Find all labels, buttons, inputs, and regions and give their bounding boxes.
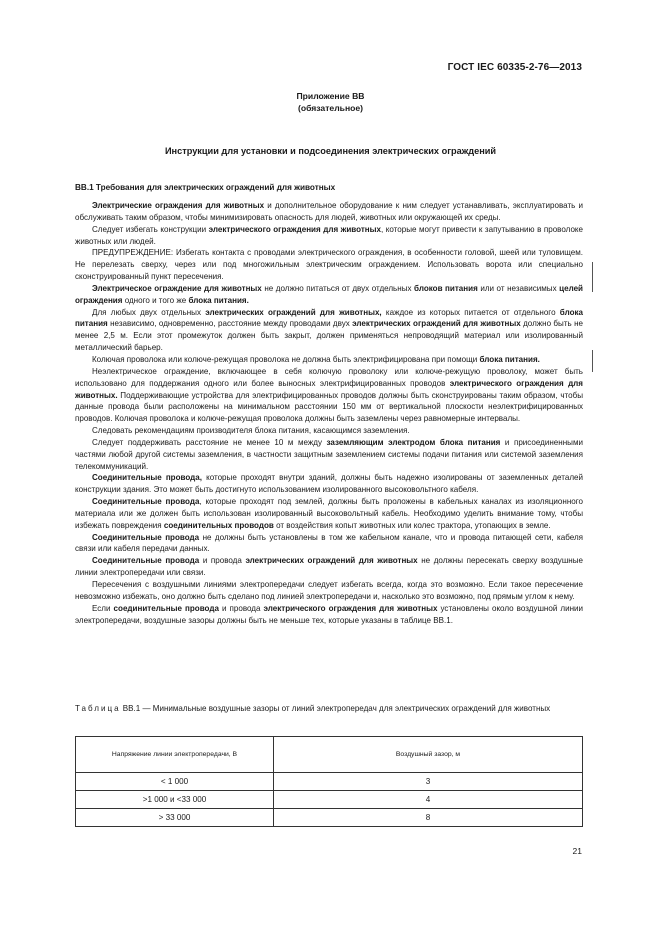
body-text [75,200,583,626]
main-title: Инструкции для установки и подсоединения электрических ограждений [164,146,497,156]
text-run: установлены около воздушной линии электропередачи, воздушные зазоры должны быть не меньше тех, которые указаны в таблице ВВ.1. [75,603,583,625]
paragraph [75,555,583,579]
text-run: Поддерживающие устройства для электрифицированных проводов должны быть сконструированы таким образом, чтобы данные провода были расположены на минимальном расстоянии 150 мм от вертикальной плоскости неэлектрифицированных проводов. Колючая проволока и колюче-режущая проволока должны быть заземлены через равномерные интервалы. [75,390,583,424]
appendix-heading [0,90,661,114]
text-run: и провода [199,556,246,566]
text-run: и присоединенными частями любой другой системы заземления, в частности защитным заземлением системы подачи питания или системой заземления телекоммуникаций. [75,437,583,471]
defined-term: соединительных проводов [163,520,274,530]
paragraph [75,247,583,283]
text-run: , которые могут привести к запутыванию в проволоке животных или людей. [75,224,584,246]
table-caption [75,703,583,715]
text-run: Следует поддерживать расстояние не менее 10 м между [92,437,327,447]
document-code: ГОСТ IEC 60335-2-76—2013 [447,62,582,73]
defined-term: Электрические ограждения для животных [92,201,265,210]
text-run: не должны пересекать сверху воздушные линии электропередачи или связи. [75,556,583,578]
paragraph [75,283,583,307]
page-number: 21 [572,846,582,856]
table-cell: 4 [274,791,583,809]
defined-term: Соединительные провода [92,556,200,566]
text-run: Следовать рекомендациям производителя блока питания, касающимся заземления. [92,426,410,436]
text-run: одного и того же [122,295,189,305]
paragraph [75,496,583,532]
defined-term: блоков питания [414,283,478,293]
text-run: и провода [218,603,264,613]
table-row [76,773,583,791]
defined-term: электрических ограждений для животных [352,319,521,329]
text-run: Колючая проволока или колюче-режущая проволока не должна быть электрифицирована при помощи [92,354,480,364]
defined-term: блока питания. [479,354,540,364]
table-cell: >1 000 и <33 000 [76,791,274,809]
defined-term: электрических ограждений для животных, [205,307,382,317]
defined-term: целей ограждения [75,283,584,305]
appendix-title: Приложение ВВ [296,91,365,101]
text-run: не должно питаться от двух отдельных [261,283,415,293]
paragraph [75,532,583,556]
text-run: должно быть не менее 2,5 м. Если этот промежуток должен быть закрыт, должен применяться непроводящий материал или изолированный металлический барьер. [75,319,583,353]
table-row [76,791,583,809]
text-run: Для любых двух отдельных [92,307,206,317]
paragraph [75,437,583,473]
table-caption-text: ВВ.1 — Минимальные воздушные зазоры от линий электропередач для электрических ограждений для животных [120,704,551,713]
paragraph [75,307,583,354]
text-run: и дополнительное оборудование к ним следует устанавливать, эксплуатировать и обслуживать таким образом, чтобы минимизировать опасность для людей, животных или окружающей их среды. [75,201,583,222]
table-cell: > 33 000 [76,809,274,827]
text-run: Неэлектрическое ограждение, включающее в себя колючую проволоку или колюче-режущую проволоку, может быть использовано для поддержания одного или более выносных электрифицированных проводов [75,366,583,388]
table-header-row [76,737,583,773]
table-header-cell: Воздушный зазор, м [274,737,583,773]
clearance-table [75,736,583,827]
paragraph [75,224,583,248]
defined-term: соединительные провода [113,603,219,613]
text-run: Пересечения с воздушными линиями электропередачи следует избегать всегда, когда это возможно. Если такое пересечение невозможно избежать, оно должно быть сделано под линией электропередачи и, насколько это возможно, под прямым углом к нему. [75,580,583,601]
table-caption-label: Таблица [75,704,121,713]
paragraph [75,579,583,603]
section-title: ВВ.1 Требования для электрических ограждений для животных [75,183,336,192]
table-header-cell: Напряжение линии электропередачи, В [76,737,274,773]
defined-term: электрических ограждений для животных [245,556,418,566]
paragraph [75,200,583,224]
table-cell: < 1 000 [76,773,274,791]
paragraph [75,366,583,425]
defined-term: Соединительные провода, [92,473,202,483]
text-run: каждое из которых питается от отдельного [381,307,560,317]
text-run: , которые проходят под землей, должны быть проложены в кабельных каналах из изоляционного материала или же должен быть использован изолированный высоковольтный кабель. Необходимо уделить внимание тому, чтобы избежать повреждения [75,497,583,530]
table-cell: 3 [274,773,583,791]
table-cell: 8 [274,809,583,827]
text-run: независимо, одновременно, расстояние между проводами двух [107,319,353,329]
appendix-status: (обязательное) [297,103,364,113]
table-row [76,809,583,827]
paragraph [75,472,583,496]
text-run: которые проходят внутри зданий, должны быть надежно изолированы от заземленных деталей конструкции здания. Это может быть достигнуто использованием изолированного высоковольтного кабеля. [75,473,583,495]
text-run: или от независимых [477,283,560,293]
change-bar [592,350,593,372]
defined-term: Электрическое ограждение для животных [92,283,262,293]
defined-term: блока питания [75,307,583,329]
defined-term: Соединительные провода [92,532,200,542]
text-run: Если [92,603,114,613]
defined-term: блока питания. [188,295,249,305]
text-run: не должны быть установлены в том же кабельном канале, что и провода питающей сети, кабеля связи или кабеля передачи данных. [75,532,583,554]
defined-term: заземляющим электродом блока питания [326,437,501,447]
defined-term: электрического ограждения для животных. [75,378,583,400]
paragraph [75,603,583,627]
text-run: Следует избегать конструкции [92,224,209,234]
paragraph [75,354,583,366]
defined-term: Соединительные провода [92,497,200,507]
paragraph [75,425,583,437]
defined-term: электрического ограждения для животных [263,603,438,613]
text-run: ПРЕДУПРЕЖДЕНИЕ: Избегать контакта с проводами электрического ограждения, в особенности головой, шеей или туловищем. Не перелезать сверху, через или под многожильным электрическим ограждением. Использовать ворота или специально сконструированный пункт пересечения. [75,248,583,282]
text-run: от воздействия копыт животных или колес трактора, утопающих в земле. [273,520,551,530]
change-bar [592,262,593,292]
defined-term: электрического ограждения для животных [208,224,382,234]
